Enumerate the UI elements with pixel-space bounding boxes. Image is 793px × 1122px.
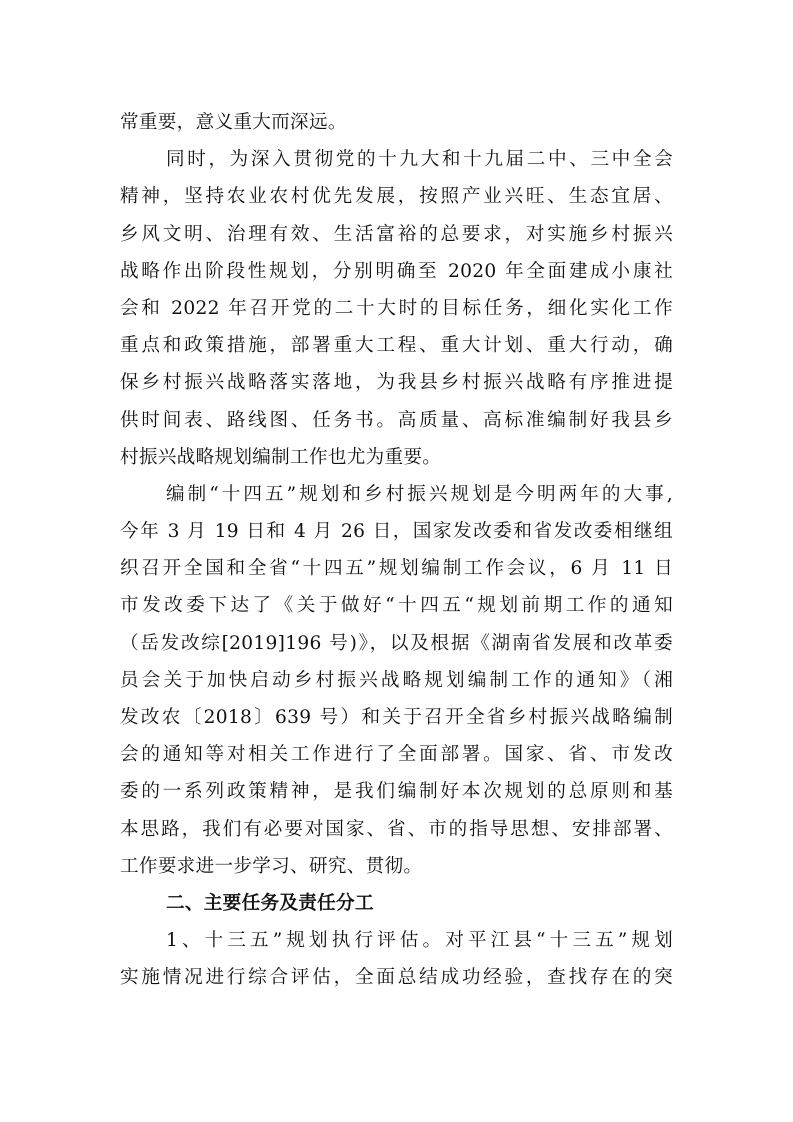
text-line: 会的通知等对相关工作进行了全面部署。国家、省、市发改 <box>120 744 673 766</box>
text-line: 1、十三五”规划执行评估。对平江县“十三五”规划 <box>166 930 673 952</box>
text-line: 市发改委下达了《关于做好“十四五“规划前期工作的通知 <box>120 595 673 617</box>
text-line: 村振兴战略规划编制工作也尤为重要。 <box>120 446 442 468</box>
text-line: 发改农〔2018〕639 号）和关于召开全省乡村振兴战略编制 <box>120 707 673 728</box>
text-line: 织召开全国和全省“十四五”规划编制工作会议，6 月 11 日 <box>120 558 673 580</box>
text-line: 会和 2022 年召开党的二十大时的目标任务，细化实化工作 <box>120 297 673 319</box>
text-line: 实施情况进行综合评估，全面总结成功经验，查找存在的突 <box>120 967 673 989</box>
text-line: 保乡村振兴战略落实落地，为我县乡村振兴战略有序推进提 <box>120 372 673 394</box>
text-line: 委的一系列政策精神，是我们编制好本次规划的总原则和基 <box>120 781 673 803</box>
text-line: 精神，坚持农业农村优先发展，按照产业兴旺、生态宜居、 <box>120 186 673 208</box>
document-body <box>120 104 673 997</box>
text-line: 今年 3 月 19 日和 4 月 26 日，国家发改委和省发改委相继组 <box>120 521 673 543</box>
text-line: 战略作出阶段性规划，分别明确至 2020 年全面建成小康社 <box>120 260 673 282</box>
text-line: 常重要，意义重大而深远。 <box>120 112 347 133</box>
text-line: 乡风文明、治理有效、生活富裕的总要求，对实施乡村振兴 <box>120 223 673 245</box>
text-line: （岳发改综[2019]196 号)》，以及根据《湖南省发展和改革委 <box>120 632 673 654</box>
section-heading: 二、主要任务及责任分工 <box>166 892 374 914</box>
text-line: 供时间表、路线图、任务书。高质量、高标准编制好我县乡 <box>120 409 673 431</box>
text-line: 编制“十四五”规划和乡村振兴规划是今明两年的大事, <box>166 483 673 505</box>
text-line: 同时，为深入贯彻党的十九大和十九届二中、三中全会 <box>166 149 673 171</box>
text-line: 本思路，我们有必要对国家、省、市的指导思想、安排部署、 <box>120 818 673 840</box>
text-line: 重点和政策措施，部署重大工程、重大计划、重大行动，确 <box>120 335 673 357</box>
text-line: 工作要求进一步学习、研究、贯彻。 <box>120 855 423 877</box>
text-line: 员会关于加快启动乡村振兴战略规划编制工作的通知》（湘 <box>120 669 673 691</box>
